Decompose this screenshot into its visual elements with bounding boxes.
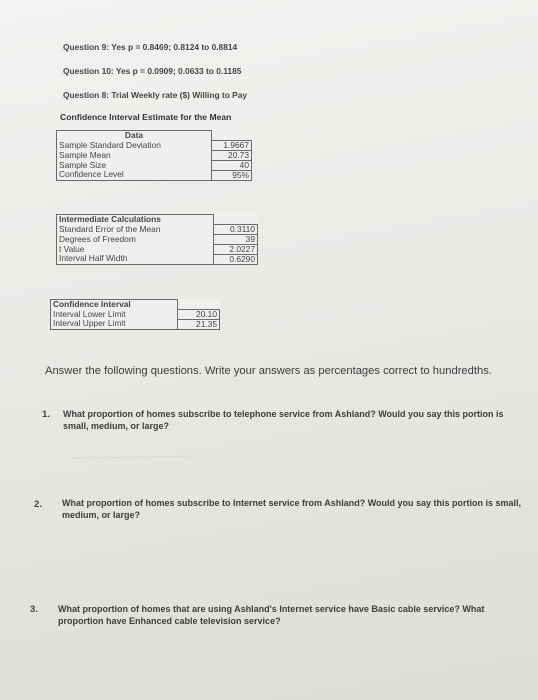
question-3-number: 3. (30, 604, 39, 615)
ci-row-label: Interval Upper Limit (51, 319, 178, 329)
intermediate-calculations-table (56, 214, 258, 265)
question-2-text: What proportion of homes subscribe to Internet service from Ashland? Would you say this portion is small, medium, or large? (62, 498, 522, 520)
confidence-interval-title: Confidence Interval Estimate for the Mean (60, 112, 232, 122)
question-2-number: 2. (34, 499, 43, 510)
data-row-value: 1.9667 (212, 140, 252, 150)
ci-table-header: Confidence Interval (51, 300, 178, 310)
data-table (56, 130, 252, 181)
confidence-interval-table (50, 299, 220, 330)
intermediate-row-value: 2.0227 (214, 244, 258, 254)
data-row-label: Sample Size (57, 160, 212, 170)
intermediate-row-value: 39 (214, 234, 258, 244)
data-row-label: Confidence Level (57, 170, 212, 180)
intermediate-row-value: 0.6290 (214, 254, 258, 264)
data-row-value: 95% (212, 170, 252, 180)
intermediate-row-label: Standard Error of the Mean (57, 224, 214, 234)
question-10-line: Question 10: Yes p = 0.0909; 0.0633 to 0.1185 (63, 66, 242, 76)
bleed-through-mark: ~~~~ ~~~ ~~~~~~~~ ~~~~ ~~~ (69, 450, 191, 464)
question-3-text: What proportion of homes that are using Ashland's Internet service have Basic cable service? What proportion have Enhanced cable television service? (58, 604, 485, 626)
intermediate-row-value: 0.3110 (214, 224, 258, 234)
ci-row-label: Interval Lower Limit (51, 309, 178, 319)
data-row-value: 40 (212, 160, 252, 170)
ci-row-value: 21.35 (178, 319, 220, 329)
intermediate-table-header: Intermediate Calculations (57, 215, 214, 225)
question-1-number: 1. (42, 409, 51, 420)
intermediate-row-label: Interval Half Width (57, 254, 214, 264)
question-9-line: Question 9: Yes p = 0.8469; 0.8124 to 0.8814 (63, 42, 238, 52)
data-row-value: 20.73 (212, 150, 252, 160)
intermediate-row-label: t Value (57, 244, 214, 254)
data-row-label: Sample Mean (57, 150, 212, 160)
instructions: Answer the following questions. Write your answers as percentages correct to hundredths. (45, 365, 492, 377)
data-table-header: Data (57, 131, 212, 141)
intermediate-row-label: Degrees of Freedom (57, 234, 214, 244)
question-1-text: What proportion of homes subscribe to telephone service from Ashland? Would you say this portion is small, medium, or large? (63, 409, 504, 431)
question-8-line: Question 8: Trial Weekly rate ($) Willing to Pay (63, 90, 248, 100)
ci-row-value: 20.10 (178, 309, 220, 319)
data-row-label: Sample Standard Deviation (57, 140, 212, 150)
